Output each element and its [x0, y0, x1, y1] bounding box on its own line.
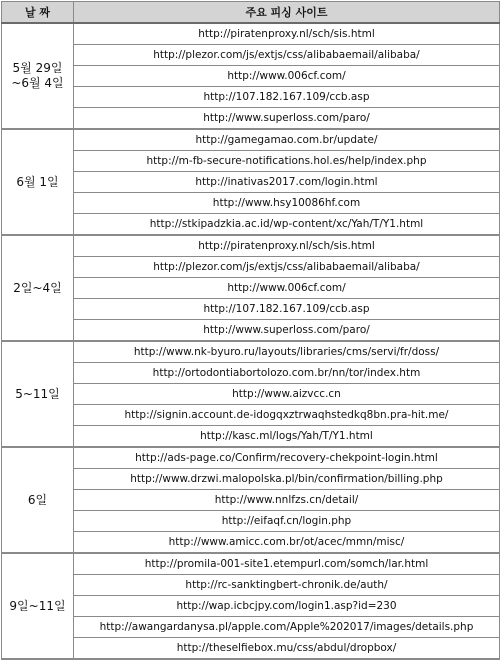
phishing-url-cell: http://107.182.167.109/ccb.asp: [74, 299, 500, 320]
phishing-url-cell: http://www.drzwi.malopolska.pl/bin/confirmation/billing.php: [74, 469, 500, 490]
date-cell: 2일~4일: [2, 235, 74, 341]
phishing-url-cell: http://piratenproxy.nl/sch/sis.html: [74, 23, 500, 45]
phishing-url-cell: http://www.hsy10086hf.com: [74, 193, 500, 214]
table-row: [2, 490, 500, 511]
phishing-url-cell: http://www.nnlfzs.cn/detail/: [74, 490, 500, 511]
date-cell: 5월 29일 ~6월 4일: [2, 23, 74, 129]
phishing-url-cell: http://eifaqf.cn/login.php: [74, 511, 500, 532]
phishing-url-cell: http://107.182.167.109/ccb.asp: [74, 87, 500, 108]
phishing-url-cell: http://gamegamao.com.br/update/: [74, 129, 500, 151]
table-row: [2, 384, 500, 405]
phishing-url-cell: http://ads-page.co/Confirm/recovery-chekpoint-login.html: [74, 447, 500, 469]
table-row: [2, 341, 500, 363]
phishing-url-cell: http://stkipadzkia.ac.id/wp-content/xc/Yah/T/Y1.html: [74, 214, 500, 236]
table-row: [2, 23, 500, 45]
table-row: [2, 66, 500, 87]
phishing-url-cell: http://signin.account.de-idogqxztrwaqhstedkq8bn.pra-hit.me/: [74, 405, 500, 426]
table-row: [2, 469, 500, 490]
phishing-url-cell: http://www.superloss.com/paro/: [74, 108, 500, 130]
phishing-url-cell: http://rc-sanktingbert-chronik.de/auth/: [74, 575, 500, 596]
table-row: [2, 45, 500, 66]
phishing-url-cell: http://kasc.ml/logs/Yah/T/Y1.html: [74, 426, 500, 448]
date-cell: 6월 1일: [2, 129, 74, 235]
table-row: [2, 617, 500, 638]
phishing-url-cell: http://m-fb-secure-notifications.hol.es/help/index.php: [74, 151, 500, 172]
table-row: [2, 532, 500, 554]
table-row: [2, 405, 500, 426]
phishing-url-cell: http://www.006cf.com/: [74, 278, 500, 299]
table-row: [2, 447, 500, 469]
table-row: [2, 257, 500, 278]
phishing-url-cell: http://www.amicc.com.br/ot/acec/mmn/misc/: [74, 532, 500, 554]
phishing-url-cell: http://plezor.com/js/extjs/css/alibabaemail/alibaba/: [74, 45, 500, 66]
date-cell: 9일~11일: [2, 553, 74, 659]
date-cell: 6일: [2, 447, 74, 553]
table-row: [2, 596, 500, 617]
header-phishing-sites: 주요 피싱 사이트: [74, 2, 500, 24]
phishing-url-cell: http://www.aizvcc.cn: [74, 384, 500, 405]
table-row: [2, 151, 500, 172]
table-row: [2, 235, 500, 257]
phishing-url-cell: http://wap.icbcjpy.com/login1.asp?id=230: [74, 596, 500, 617]
phishing-url-cell: http://piratenproxy.nl/sch/sis.html: [74, 235, 500, 257]
table-row: [2, 553, 500, 575]
table-row: [2, 87, 500, 108]
phishing-url-cell: http://www.006cf.com/: [74, 66, 500, 87]
phishing-url-cell: http://www.superloss.com/paro/: [74, 320, 500, 342]
table-row: [2, 511, 500, 532]
phishing-sites-table: [1, 1, 500, 660]
table-row: [2, 214, 500, 236]
table-row: [2, 193, 500, 214]
phishing-url-cell: http://plezor.com/js/extjs/css/alibabaemail/alibaba/: [74, 257, 500, 278]
table-row: [2, 575, 500, 596]
table-row: [2, 129, 500, 151]
header-date: 날 짜: [2, 2, 74, 24]
table-row: [2, 172, 500, 193]
table-row: [2, 278, 500, 299]
table-row: [2, 108, 500, 130]
phishing-url-cell: http://theselfiebox.mu/css/abdul/dropbox/: [74, 638, 500, 660]
table-row: [2, 320, 500, 342]
phishing-url-cell: http://inativas2017.com/login.html: [74, 172, 500, 193]
table-row: [2, 638, 500, 660]
table-header-row: [2, 2, 500, 24]
table-row: [2, 299, 500, 320]
phishing-url-cell: http://ortodontiabortolozo.com.br/nn/tor/index.htm: [74, 363, 500, 384]
phishing-url-cell: http://www.nk-byuro.ru/layouts/libraries/cms/servi/fr/doss/: [74, 341, 500, 363]
table-row: [2, 426, 500, 448]
table-row: [2, 363, 500, 384]
date-cell: 5~11일: [2, 341, 74, 447]
phishing-url-cell: http://awangardanysa.pl/apple.com/Apple%202017/images/details.php: [74, 617, 500, 638]
phishing-url-cell: http://promila-001-site1.etempurl.com/somch/lar.html: [74, 553, 500, 575]
